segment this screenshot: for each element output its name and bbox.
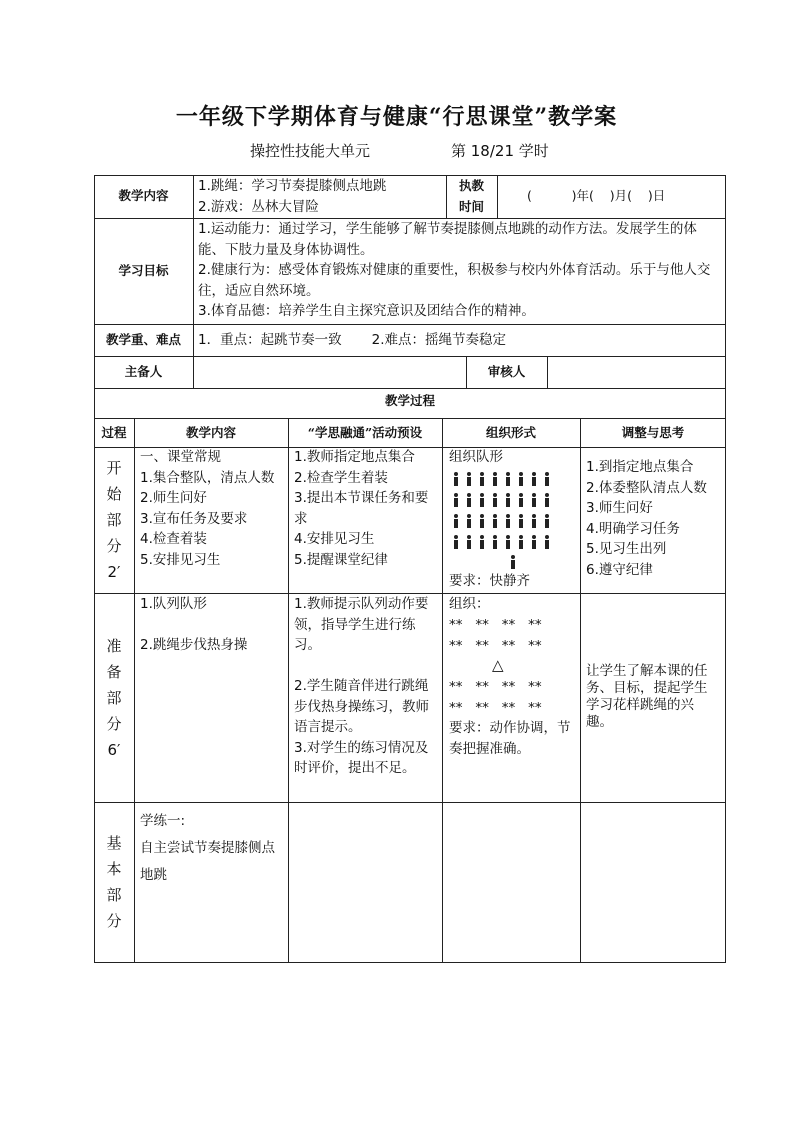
- date-field: ( )年( )月( )日: [527, 188, 666, 203]
- student-figure: [543, 535, 551, 550]
- student-figure: [478, 535, 486, 550]
- exec-time-label: 执教 时间: [458, 178, 484, 214]
- key-points-label: 教学重、难点: [105, 332, 181, 347]
- org-line: ** ** ** **: [449, 679, 542, 695]
- student-figure: [530, 472, 538, 487]
- stage-main: 基 本 部 分: [106, 834, 122, 930]
- formation-row: [452, 514, 551, 535]
- preparation-org-requirement: 要求：动作协调，节奏把握准确。: [449, 720, 571, 757]
- org-line: ** ** ** **: [449, 700, 542, 716]
- student-figure: [452, 514, 460, 529]
- student-figure: [452, 472, 460, 487]
- student-figure: [517, 535, 525, 550]
- student-figure: [465, 514, 473, 529]
- org-line: 组织：: [449, 596, 490, 612]
- preparation-reflection: 让学生了解本课的任务、目标，提起学生学习花样跳绳的兴趣。: [586, 663, 708, 730]
- opening-org-requirement: 要求：快静齐: [449, 573, 530, 589]
- student-figure: [478, 472, 486, 487]
- column-activity: “学思融通”活动预设: [307, 425, 423, 440]
- student-figure: [504, 514, 512, 529]
- student-figure: [504, 535, 512, 550]
- formation-row: [452, 493, 551, 514]
- student-figure: [517, 472, 525, 487]
- formation-row: [452, 535, 551, 556]
- student-figure: [491, 472, 499, 487]
- student-figure: [452, 535, 460, 550]
- student-figure: [465, 493, 473, 508]
- column-reflection: 调整与思考: [621, 425, 685, 440]
- column-organization: 组织形式: [485, 425, 536, 440]
- reviewer-label: 审核人: [487, 364, 526, 379]
- student-figure: [491, 535, 499, 550]
- student-figure: [478, 493, 486, 508]
- preparation-activity: 1.教师提示队列动作要领，指导学生进行练习。 2.学生随音伴进行跳绳步伐热身操练习，教师语言提示。 3.对学生的练习情况及时评价，提出不足。: [294, 596, 429, 776]
- content-label: 教学内容: [118, 188, 169, 203]
- document-title: 一年级下学期体育与健康“行思课堂”教学案: [175, 104, 618, 130]
- column-stage: 过程: [101, 425, 127, 440]
- student-figure: [543, 514, 551, 529]
- student-figure: [504, 472, 512, 487]
- goals-label: 学习目标: [118, 263, 169, 278]
- student-figure: [491, 493, 499, 508]
- opening-org-title: 组织队形: [449, 449, 503, 465]
- student-figure: [517, 493, 525, 508]
- student-figure: [530, 514, 538, 529]
- goals-text: 1.运动能力：通过学习，学生能够了解节奏提膝侧点地跳的动作方法。发展学生的体能、下肢力量及身体协调性。 2.健康行为：感受体育锻炼对健康的重要性，积极参与校内外体育活动。乐于与他人交往，适应自然环境。 3.体育品德：培养学生自主探究意识及团结合作的精神。: [198, 221, 711, 319]
- student-figure: [517, 514, 525, 529]
- student-figure: [530, 493, 538, 508]
- opening-reflection: 1.到指定地点集合 2.体委整队清点人数 3.师生问好 4.明确学习任务 5.见习生出列 6.遵守纪律: [586, 459, 707, 578]
- column-content: 教学内容: [185, 425, 236, 440]
- student-figure: [478, 514, 486, 529]
- formation-row: [452, 472, 551, 493]
- student-figure: [530, 535, 538, 550]
- student-figure: [452, 493, 460, 508]
- preparation-content: 1.队列队形 2.跳绳步伐热身操: [140, 596, 248, 653]
- student-figure: [504, 493, 512, 508]
- opening-content: 一、课堂常规 1.集合整队，清点人数 2.师生问好 3.宣布任务及要求 4.检查着装 5.安排见习生: [140, 449, 275, 568]
- unit-name: 操控性技能大单元: [250, 142, 371, 160]
- key-points-text: 1．重点：起跳节奏一致 2.难点：摇绳节奏稳定: [198, 332, 507, 348]
- formation-diagram: [452, 472, 551, 556]
- student-figure: [465, 472, 473, 487]
- main-content: 学练一: 自主尝试节奏提膝侧点地跳: [140, 813, 275, 883]
- lesson-content: 1.跳绳：学习节奏提膝侧点地跳 2.游戏：丛林大冒险: [198, 178, 387, 215]
- student-figure: [491, 514, 499, 529]
- org-line: ** ** ** **: [449, 638, 542, 654]
- stage-opening: 开 始 部 分 2′: [106, 459, 122, 581]
- preparer-label: 主备人: [124, 364, 163, 379]
- student-figure: [465, 535, 473, 550]
- org-line: △: [492, 656, 504, 674]
- teacher-figure: [509, 555, 517, 570]
- period-label: 第 18/21 学时: [451, 142, 549, 160]
- student-figure: [543, 472, 551, 487]
- process-heading: 教学过程: [384, 393, 435, 408]
- opening-activity: 1.教师指定地点集合 2.检查学生着装 3.提出本节课任务和要求 4.安排见习生 5.提醒课堂纪律: [294, 449, 429, 568]
- student-figure: [543, 493, 551, 508]
- org-line: ** ** ** **: [449, 617, 542, 633]
- stage-preparation: 准 备 部 分 6′: [106, 637, 122, 759]
